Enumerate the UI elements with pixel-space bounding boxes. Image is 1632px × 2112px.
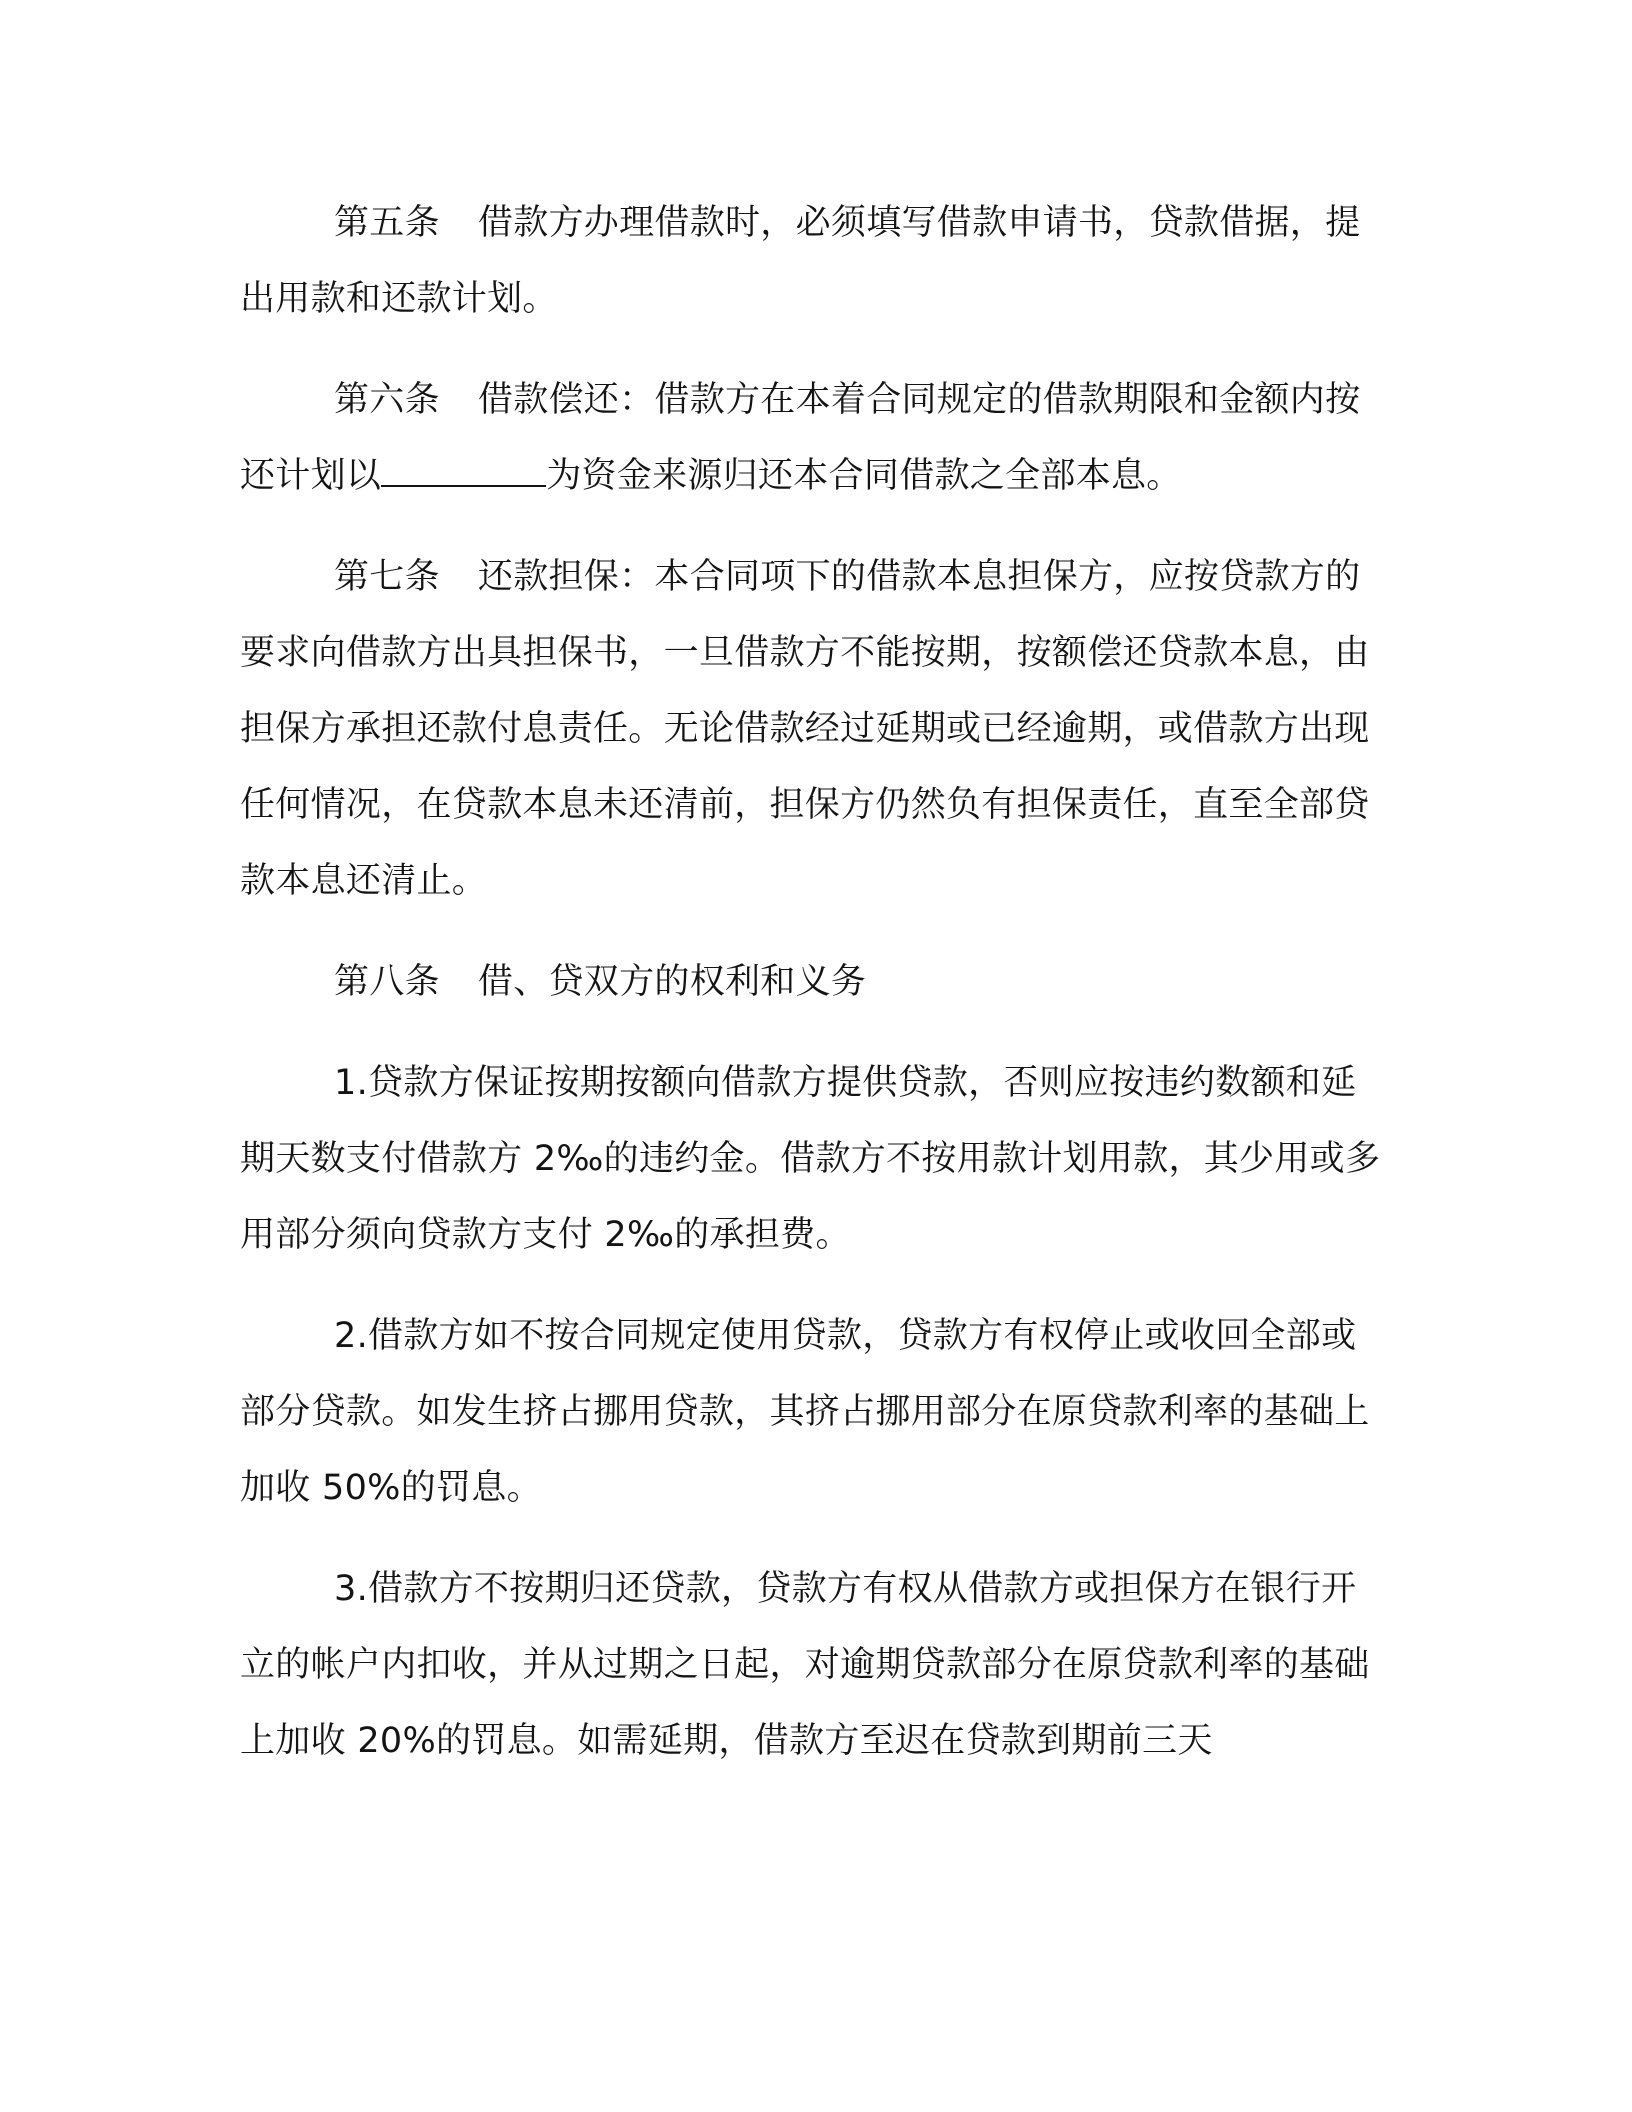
article-6-text-before: 借款偿还：借款方在本着合同规定的借款期限和金额内按还计划以	[240, 380, 1361, 496]
article-6-label: 第六条	[334, 380, 440, 420]
article-5-text: 借款方办理借款时，必须填写借款申请书，贷款借据，提出用款和还款计划。	[240, 203, 1361, 319]
contract-body	[240, 185, 1388, 1804]
article-6-text-after: 为资金来源归还本合同借款之全部本息。	[546, 456, 1182, 496]
fill-in-blank	[381, 455, 546, 487]
article-8	[240, 944, 1388, 1020]
clause-3: 3.借款方不按期归还贷款，贷款方有权从借款方或担保方在银行开立的帐户内扣收，并从过期之日起，对逾期贷款部分在原贷款利率的基础上加收 20%的罚息。如需延期，借款方至迟在贷款到期前三天	[240, 1569, 1370, 1761]
article-6	[240, 362, 1388, 514]
clause-2: 2.借款方如不按合同规定使用贷款，贷款方有权停止或收回全部或部分贷款。如发生挤占挪用贷款，其挤占挪用部分在原贷款利率的基础上加收 50%的罚息。	[240, 1316, 1370, 1508]
article-7-text: 还款担保：本合同项下的借款本息担保方，应按贷款方的要求向借款方出具担保书，一旦借款方不能按期，按额偿还贷款本息，由担保方承担还款付息责任。无论借款经过延期或已经逾期，或借款方出现任何情况，在贷款本息未还清前，担保方仍然负有担保责任，直至全部贷款本息还清止。	[240, 557, 1370, 901]
article-8-label: 第八条	[334, 962, 440, 1002]
clause-1: 1.贷款方保证按期按额向借款方提供贷款，否则应按违约数额和延期天数支付借款方 2‰的违约金。借款方不按用款计划用款，其少用或多用部分须向贷款方支付 2‰的承担费。	[240, 1063, 1381, 1255]
article-5	[240, 185, 1388, 337]
article-8-text: 借、贷双方的权利和义务	[477, 962, 867, 1002]
article-7	[240, 539, 1388, 919]
article-7-label: 第七条	[334, 557, 440, 597]
article-5-label: 第五条	[334, 203, 440, 243]
